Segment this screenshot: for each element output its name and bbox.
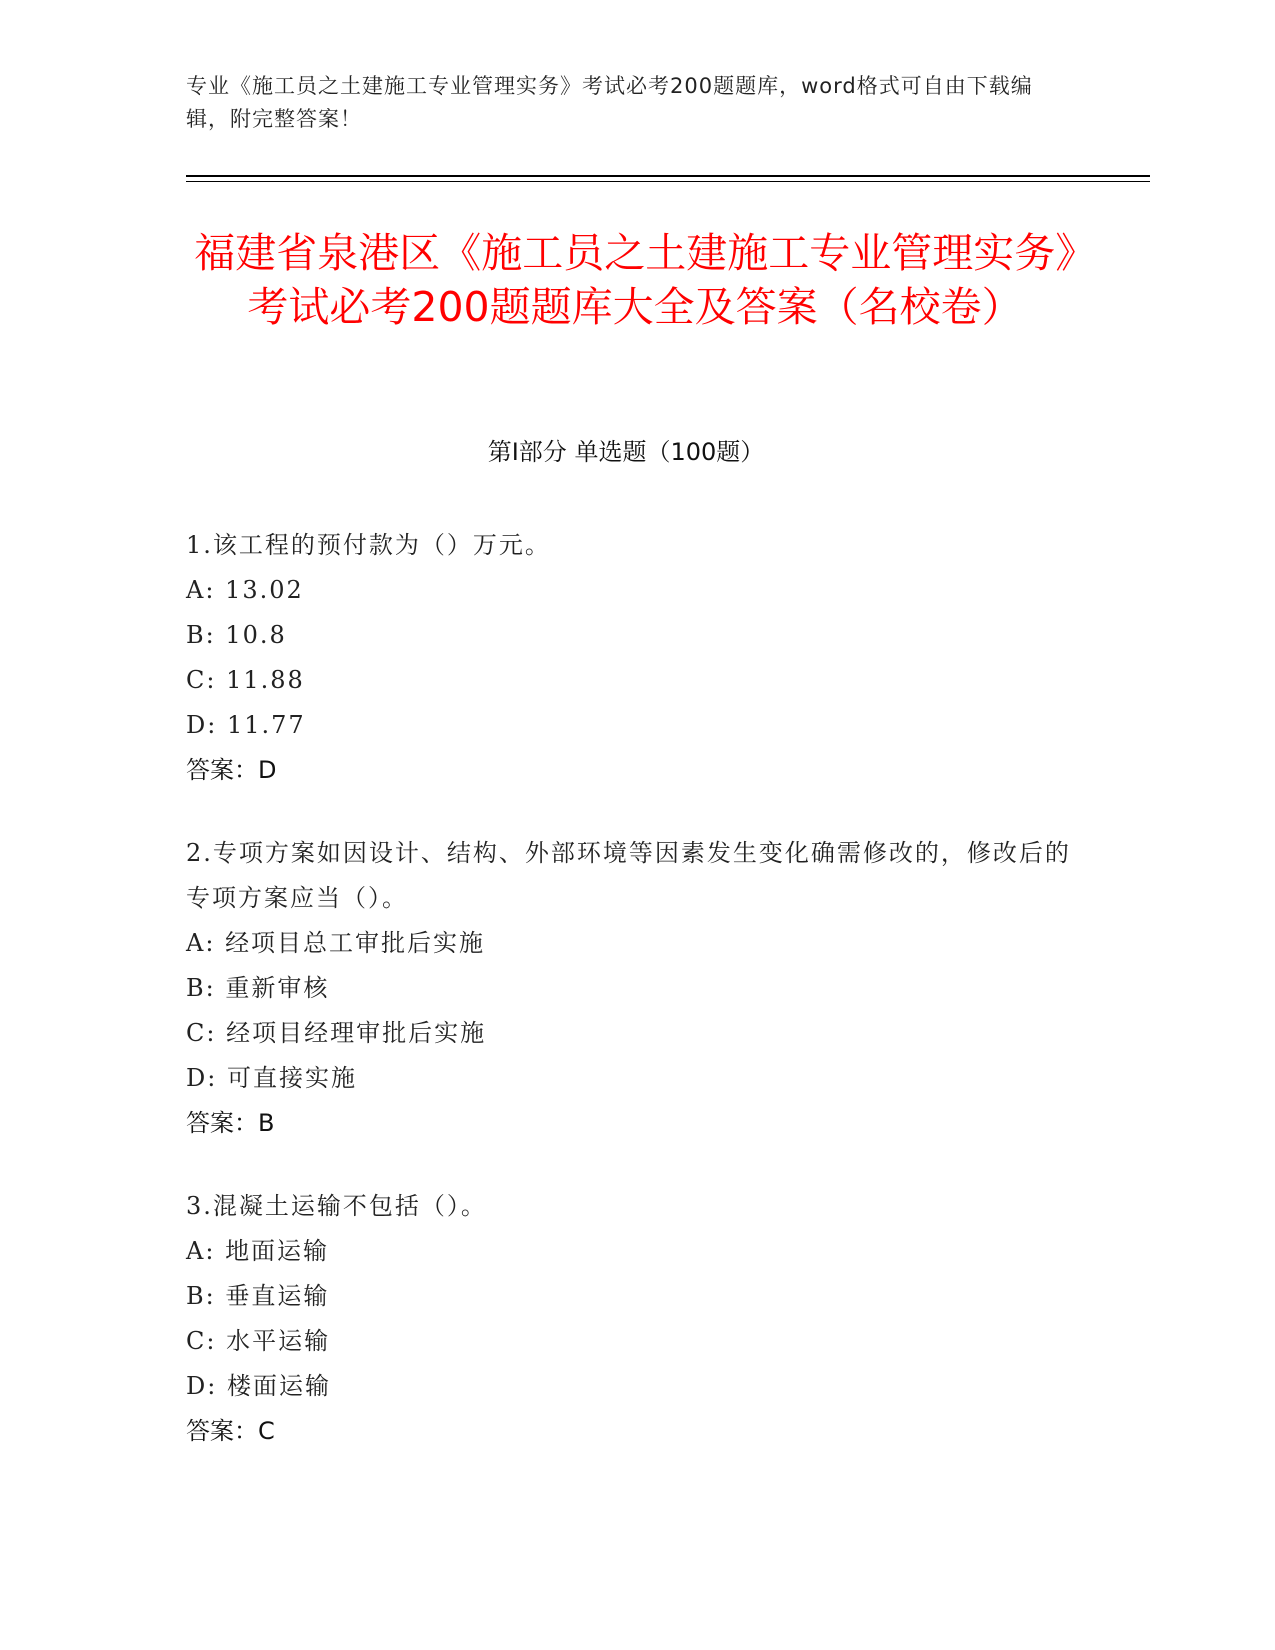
question-3 xyxy=(186,1184,1086,1454)
option-a xyxy=(186,1229,1086,1274)
question-1 xyxy=(186,523,1086,793)
header-divider-thin xyxy=(186,181,1150,182)
option-label: B: xyxy=(186,1282,216,1310)
option-text: 垂直运输 xyxy=(225,1282,330,1310)
option-label: A: xyxy=(186,576,216,604)
option-text: 经项目经理审批后实施 xyxy=(226,1019,487,1047)
option-text: 地面运输 xyxy=(225,1237,330,1265)
option-a xyxy=(186,568,1086,613)
question-list xyxy=(186,523,1086,1492)
header-divider-thick xyxy=(186,175,1150,177)
option-d xyxy=(186,703,1086,748)
section-heading: 第I部分 单选题（100题） xyxy=(487,438,765,466)
question-2 xyxy=(186,831,1086,1146)
option-text: 11.88 xyxy=(226,666,305,694)
option-text: 水平运输 xyxy=(226,1327,331,1355)
option-text: 10.8 xyxy=(225,621,287,649)
option-text: 经项目总工审批后实施 xyxy=(225,929,486,957)
option-label: B: xyxy=(186,621,216,649)
option-label: C: xyxy=(186,1327,217,1355)
option-c xyxy=(186,1319,1086,1364)
option-label: D: xyxy=(186,1064,218,1092)
option-text: 11.77 xyxy=(226,711,306,739)
option-d xyxy=(186,1056,1086,1101)
option-text: 重新审核 xyxy=(225,974,330,1002)
option-label: D: xyxy=(186,1372,218,1400)
document-title: 福建省泉港区《施工员之土建施工专业管理实务》考试必考200题题库大全及答案（名校卷） xyxy=(194,229,1076,331)
question-stem: 1.该工程的预付款为（）万元。 xyxy=(186,531,551,559)
option-a xyxy=(186,921,1086,966)
question-stem: 2.专项方案如因设计、结构、外部环境等因素发生变化确需修改的，修改后的专项方案应当（）。 xyxy=(186,839,1071,912)
option-label: A: xyxy=(186,929,216,957)
option-c xyxy=(186,658,1086,703)
option-text: 可直接实施 xyxy=(226,1064,357,1092)
option-c xyxy=(186,1011,1086,1056)
option-b xyxy=(186,1274,1086,1319)
option-label: A: xyxy=(186,1237,216,1265)
option-label: C: xyxy=(186,666,217,694)
option-label: B: xyxy=(186,974,216,1002)
question-answer: 答案：B xyxy=(186,1109,275,1137)
option-label: C: xyxy=(186,1019,217,1047)
option-d xyxy=(186,1364,1086,1409)
option-text: 楼面运输 xyxy=(226,1372,331,1400)
question-answer: 答案：D xyxy=(186,756,277,784)
option-b xyxy=(186,966,1086,1011)
option-b xyxy=(186,613,1086,658)
option-label: D: xyxy=(186,711,218,739)
header-note: 专业《施工员之土建施工专业管理实务》考试必考200题题库，word格式可自由下载编辑，附完整答案！ xyxy=(186,74,1033,131)
question-stem: 3.混凝土运输不包括（）。 xyxy=(186,1192,487,1220)
question-answer: 答案：C xyxy=(186,1417,275,1445)
option-text: 13.02 xyxy=(225,576,304,604)
